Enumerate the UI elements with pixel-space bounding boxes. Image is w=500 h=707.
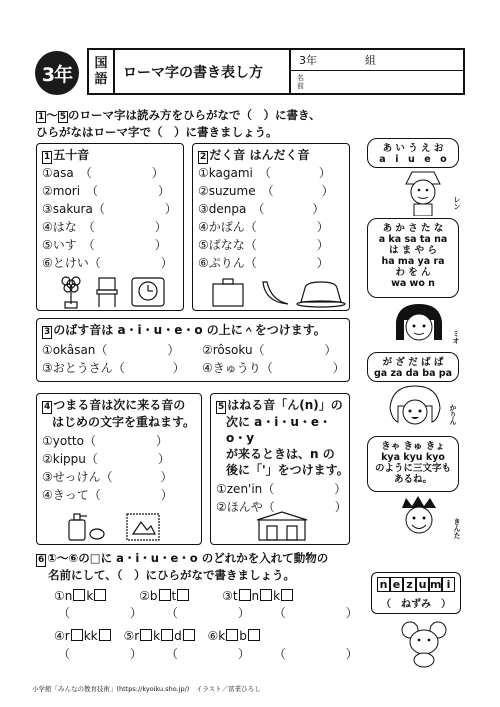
s3-item[interactable]: ④きゅうり（ ） [202, 361, 345, 375]
answer-box[interactable] [161, 629, 173, 641]
section-5-num: 5 [218, 402, 225, 412]
section-3-title: のばす音は a・i・u・e・o の上に＾をつけます。 [53, 323, 326, 337]
section-2-num: 2 [200, 152, 207, 162]
answer-box[interactable] [140, 629, 152, 641]
example-word-box [371, 572, 461, 614]
instr-range-sep: ～ [46, 108, 58, 122]
grade-badge: 3年 [35, 51, 79, 95]
stamp-icon [127, 514, 159, 540]
instr-line1: のローマ字は読み方をひらがなで（ ）に書き、 [68, 108, 321, 122]
q6-answer-parens[interactable]: （ ） [165, 647, 250, 661]
section-5 [210, 393, 350, 545]
s2-item[interactable]: ①kagami （ ） [198, 166, 331, 180]
section-1-title: 五十音 [53, 148, 90, 162]
flower-icon [62, 277, 80, 308]
answer-box[interactable] [248, 629, 260, 641]
section-6-row2 [54, 627, 261, 645]
s2-item[interactable]: ⑥ぷりん（ ） [198, 256, 329, 270]
bubble-2-l6: wa wo n [391, 278, 435, 289]
q6-part: kk [83, 629, 98, 643]
answer-box[interactable] [260, 589, 272, 601]
q6-part: ⑤r [123, 629, 140, 643]
character-karin-illustration [380, 384, 450, 432]
s3-item[interactable]: ②rôsoku（ ） [202, 343, 337, 357]
answer-box[interactable] [183, 629, 195, 641]
instruction [36, 107, 321, 141]
character-name-mio: ミオ [452, 330, 460, 344]
bubble-4-kana: きゃ きゅ きょ [381, 441, 445, 452]
speech-bubble-3 [367, 352, 459, 382]
character-kinta-illustration [384, 494, 454, 542]
s1-item[interactable]: ③sakura（ ） [42, 202, 177, 216]
instr-num-end: 5 [59, 112, 67, 122]
s1-item[interactable]: ④はな （ ） [42, 220, 167, 234]
answer-box[interactable] [71, 629, 83, 641]
bubble-2-l2: a ka sa ta na [378, 234, 448, 245]
example-letter: m [430, 578, 442, 591]
section-6-num: 6 [38, 555, 45, 565]
bubble-1-kana: あ い う え お [382, 143, 444, 154]
worksheet-header [87, 48, 465, 95]
character-name-ren: レン [453, 196, 461, 210]
q6-answer-parens[interactable]: （ ） [273, 647, 358, 661]
s4-item[interactable]: ④きって（ ） [42, 488, 173, 502]
banana-icon [263, 282, 288, 304]
q6-answer-parens[interactable]: （ ） [273, 606, 358, 620]
section-2 [192, 143, 350, 311]
soap-icon [69, 514, 104, 540]
example-letter: e [390, 577, 403, 592]
bubble-4-l4: あるね。 [393, 474, 432, 485]
q6-answer-parens[interactable]: （ ） [58, 647, 143, 661]
clock-icon [132, 278, 164, 306]
q6-part: k [153, 629, 161, 643]
s2-item[interactable]: ④かばん（ ） [198, 220, 329, 234]
s2-item[interactable]: ②suzume （ ） [198, 184, 334, 198]
s3-item[interactable]: ③おとうさん（ ） [42, 361, 185, 375]
bubble-4-roma: kya kyu kyo [381, 452, 445, 463]
section-6-line1: ①～⑥の□に a・i・u・e・o のどれかを入れて動物の [47, 551, 329, 565]
example-letter: z [403, 577, 416, 592]
section-6-row2-parens [58, 645, 358, 663]
q6-part: ①n [54, 589, 73, 603]
speech-bubble-2 [367, 218, 459, 298]
pudding-icon [297, 282, 345, 307]
s1-item[interactable]: ⑤いす （ ） [42, 238, 167, 252]
character-name-kinta: きんた [453, 518, 461, 539]
q6-part: n [251, 589, 260, 603]
s4-item[interactable]: ③せっけん（ ） [42, 470, 173, 484]
bubble-2-l4: ha ma ya ra [381, 256, 445, 267]
s5-item[interactable]: ②ほんや（ ） [216, 500, 347, 514]
name-label-1: 名 [297, 74, 304, 82]
answer-box[interactable] [94, 589, 106, 601]
bubble-3-kana: が ざ だ ば ぱ [382, 357, 444, 368]
section-4 [36, 393, 202, 545]
example-word-reading: （ ねずみ ） [381, 599, 451, 610]
section-1 [36, 143, 184, 311]
s3-item[interactable]: ①okâsan（ ） [42, 343, 180, 357]
section-6-row1 [54, 587, 294, 605]
mouse-illustration [396, 618, 452, 668]
s2-item[interactable]: ③denpa （ ） [198, 202, 325, 216]
section-4-title-line1: つまる音は次に来る音の [53, 398, 186, 412]
q6-part: ⑥k [207, 629, 226, 643]
instr-line2: ひらがなはローマ字で（ ）に書きましょう。 [36, 125, 278, 139]
class-field[interactable] [291, 50, 463, 71]
section-6-line2: 名前にして、（ ）にひらがなで書きましょう。 [48, 568, 296, 582]
s1-item[interactable]: ①asa （ ） [42, 166, 164, 180]
answer-box[interactable] [281, 589, 293, 601]
q6-part: t [171, 589, 177, 603]
section-4-illustrations [37, 510, 203, 544]
s5-item[interactable]: ①zen'in（ ） [216, 482, 347, 496]
class-label: 組 [365, 54, 376, 67]
answer-box[interactable] [239, 589, 251, 601]
worksheet-title: ローマ字の書き表し方 [115, 50, 291, 93]
answer-box[interactable] [99, 629, 111, 641]
example-word-letters [372, 577, 460, 592]
section-4-title-line2: はじめの文字を重ねます。 [52, 415, 196, 429]
bag-icon [213, 279, 243, 306]
section-5-illustrations [211, 508, 351, 542]
section-3-num: 3 [44, 327, 51, 337]
s4-item[interactable]: ①yotto（ ） [42, 434, 168, 448]
answer-box[interactable] [226, 629, 238, 641]
s1-item[interactable]: ⑥とけい（ ） [42, 256, 173, 270]
subject-label [89, 50, 115, 93]
bookstore-icon [257, 512, 307, 540]
section-6-row1-parens [58, 604, 358, 622]
speech-bubble-1 [367, 138, 459, 168]
section-5-title-line2: 次に a・i・u・e・o・y [226, 415, 332, 445]
bubble-4-l3: のように三文字も [374, 463, 451, 474]
name-label-2: 前 [297, 82, 304, 90]
answer-box[interactable] [177, 589, 189, 601]
grade-label: 3年 [299, 54, 317, 67]
example-letter: i [442, 577, 455, 592]
q6-part: ②b [139, 589, 158, 603]
name-field[interactable] [291, 71, 463, 93]
bubble-2-l1: あ か さ た な [382, 223, 444, 234]
answer-box[interactable] [73, 589, 85, 601]
example-letter: n [377, 577, 390, 592]
q6-part: k [86, 589, 94, 603]
s4-item[interactable]: ②kippu（ ） [42, 452, 170, 466]
subject-char-2: 語 [94, 71, 108, 87]
subject-char-1: 国 [94, 55, 108, 71]
chair-icon [97, 278, 117, 307]
section-5-title-line3: が来るときは、n の [226, 447, 335, 461]
section-6-instruction [36, 550, 328, 584]
q6-part: d [174, 629, 182, 643]
section-4-num: 4 [44, 402, 51, 412]
bubble-3-roma: ga za da ba pa [373, 368, 452, 379]
s1-item[interactable]: ②mori （ ） [42, 184, 171, 198]
q6-answer-parens[interactable]: （ ） [58, 606, 143, 620]
q6-part: ④r [54, 629, 70, 643]
s2-item[interactable]: ⑤ばなな（ ） [198, 238, 329, 252]
answer-box[interactable] [159, 589, 171, 601]
section-1-num: 1 [44, 152, 51, 162]
instr-num-start: 1 [38, 112, 45, 122]
character-name-karin: かりん [449, 404, 457, 425]
bubble-1-roma: a i u e o [379, 154, 447, 165]
q6-part: ③t [222, 589, 238, 603]
section-3 [36, 318, 350, 382]
q6-part: k [273, 589, 281, 603]
q6-answer-parens[interactable]: （ ） [165, 606, 250, 620]
bubble-2-l5: わ を ん [395, 267, 431, 278]
character-mio-illustration [384, 300, 454, 348]
section-5-title-line1: はねる音「ん(n)」の [227, 398, 343, 412]
section-1-illustrations [37, 272, 185, 312]
section-2-title: だく音 はんだく音 [209, 148, 310, 162]
footer-credit: 小学館「みんなの教育技術」(https://kyoiku.sho.jp/) イラスト／冨業ひろし [32, 685, 261, 693]
section-5-title-line4: 後に「'」をつけます。 [226, 463, 349, 477]
q6-part: b [239, 629, 247, 643]
speech-bubble-4 [367, 436, 459, 492]
example-letter: u [416, 577, 429, 592]
bubble-2-l3: は ま や ら [389, 245, 437, 256]
section-2-illustrations [193, 272, 351, 312]
